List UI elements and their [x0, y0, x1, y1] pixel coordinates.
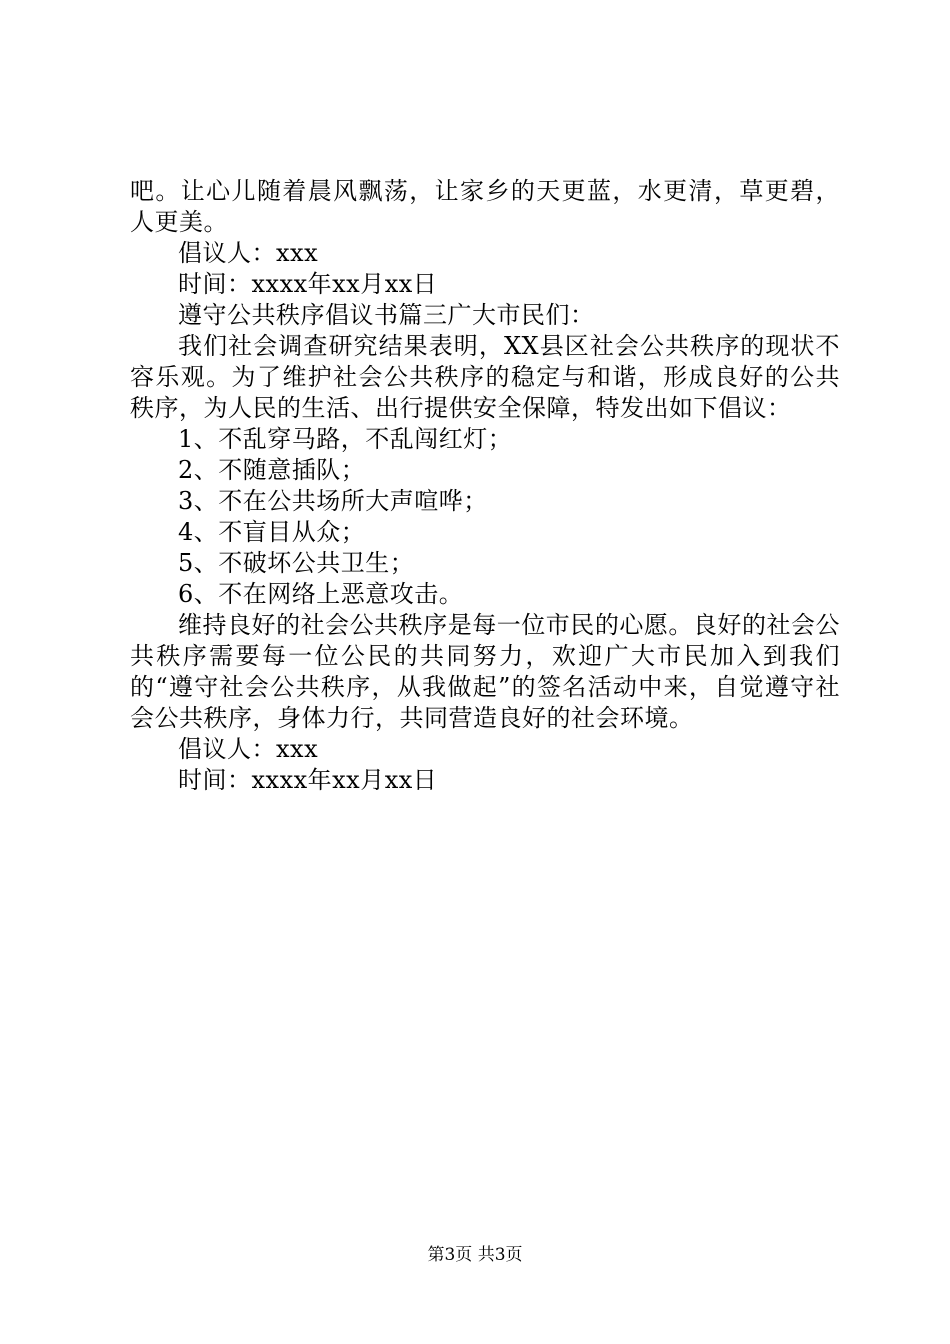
paragraph-intro: 我们社会调查研究结果表明，XX县区社会公共秩序的现状不容乐观。为了维护社会公共秩序的稳定与和谐，形成良好的公共秩序，为人民的生活、出行提供安全保障，特发出如下倡议： [130, 332, 840, 422]
list-item: 4、不盲目从众； [178, 518, 366, 546]
list-item: 5、不破坏公共卫生； [178, 549, 415, 577]
signature-initiator: 倡议人：xxx [178, 239, 319, 267]
list-item: 3、不在公共场所大声喧哗； [178, 487, 488, 515]
list-item: 1、不乱穿马路，不乱闯红灯； [178, 425, 513, 453]
section-heading: 遵守公共秩序倡议书篇三广大市民们： [178, 301, 595, 329]
signature-initiator: 倡议人：xxx [178, 735, 319, 763]
page-number-footer: 第3页 共3页 [427, 1245, 523, 1265]
paragraph-continuation: 吧。让心儿随着晨风飘荡，让家乡的天更蓝，水更清，草更碧，人更美。 [130, 177, 840, 236]
signature-date: 时间：xxxx年xx月xx日 [178, 270, 438, 298]
list-item: 6、不在网络上恶意攻击。 [178, 580, 464, 608]
paragraph-closing: 维持良好的社会公共秩序是每一位市民的心愿。良好的社会公共秩序需要每一位公民的共同努力，欢迎广大市民加入到我们的“遵守社会公共秩序，从我做起”的签名活动中来，自觉遵守社会公共秩序，身体力行，共同营造良好的社会环境。 [130, 611, 840, 732]
document-body [130, 176, 840, 796]
list-item: 2、不随意插队； [178, 456, 366, 484]
signature-date: 时间：xxxx年xx月xx日 [178, 766, 438, 794]
